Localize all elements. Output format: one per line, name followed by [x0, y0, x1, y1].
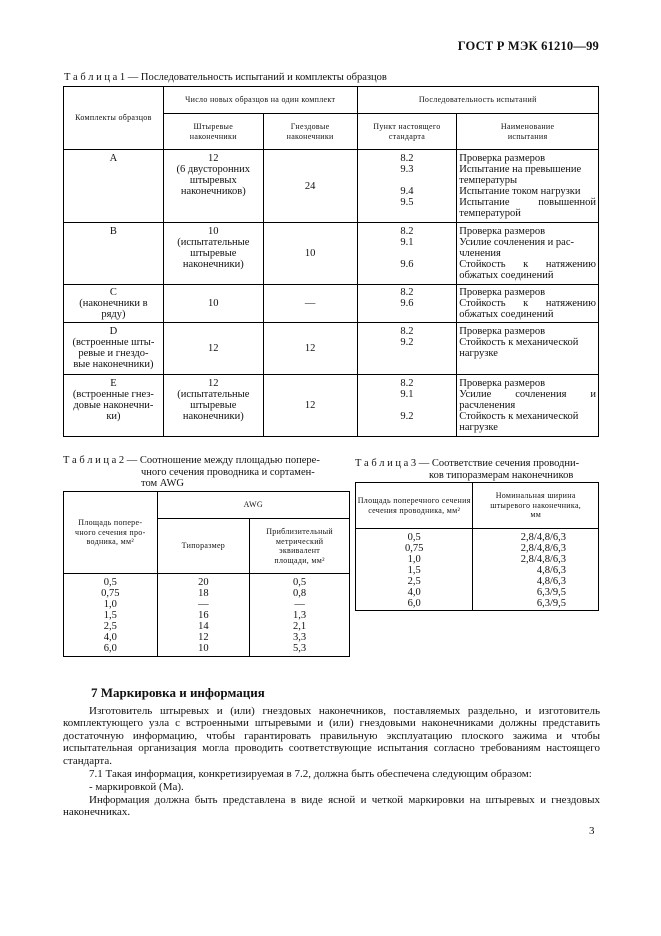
set-cell: B [64, 223, 164, 285]
pin-count-cell: 12 (испытательные штыревые наконечники) [163, 375, 263, 437]
table2-caption: Т а б л и ц а 2 — Соотношение между площадью попере- чного сечения проводника и сортамен- том AWG [63, 455, 320, 489]
table2 [63, 491, 350, 657]
table2-head-awg: AWG [157, 492, 349, 519]
pin-count-cell: 12 (6 двусторонних штыревых наконечников) [163, 150, 263, 223]
table2-head-size: Типоразмер [157, 519, 250, 574]
set-cell: D (встроенные шты- ревые и гнездо- вые наконечники) [64, 323, 164, 375]
table1-head-pin: Штыревые наконечники [163, 114, 263, 150]
area-column: 0,5 0,75 1,0 1,5 2,5 4,0 6,0 [64, 574, 158, 657]
clause-cell: 8.2 9.2 [357, 323, 457, 375]
clause-cell: 8.2 9.6 [357, 285, 457, 323]
set-cell: A [64, 150, 164, 223]
test-name-cell: Проверка размеров Испытание на превышение температуры Испытание током нагрузки Испытание повышенной температурой [457, 150, 599, 223]
area-column: 0,5 0,75 1,0 1,5 2,5 4,0 6,0 [356, 529, 473, 611]
table-row [64, 223, 599, 285]
table1-head-socket: Гнездовые наконечники [263, 114, 357, 150]
socket-count-cell: 10 [263, 223, 357, 285]
clause-cell: 8.2 9.1 9.2 [357, 375, 457, 437]
awg-size-column: 20 18 — 16 14 12 10 [157, 574, 250, 657]
table-row [64, 323, 599, 375]
section-title: 7 Маркировка и информация [91, 685, 265, 700]
socket-count-cell: — [263, 285, 357, 323]
test-name-cell: Проверка размеров Усилие сочленения и рас- членения Стойкость к натяжению обжатых соединений [457, 223, 599, 285]
section-paragraph-2: 7.1 Такая информация, конкретизируемая в 7.2, должна быть обеспечена следующим образом: [89, 768, 532, 780]
clause-cell: 8.2 9.3 9.4 9.5 [357, 150, 457, 223]
metric-area-column: 0,5 0,8 — 1,3 2,1 3,3 5,3 [250, 574, 350, 657]
test-name-cell: Проверка размеров Усилие сочленения и расчленения Стойкость к механической нагрузке [457, 375, 599, 437]
set-cell: C (наконечники в ряду) [64, 285, 164, 323]
table2-head-area: Площадь попере- чного сечения про- водника, мм² [64, 492, 158, 574]
document-code: ГОСТ Р МЭК 61210—99 [457, 39, 599, 53]
table-row [64, 285, 599, 323]
page-number: 3 [589, 825, 595, 837]
set-cell: E (встроенные гнез- довые наконечни- ки) [64, 375, 164, 437]
tab-width-column: 2,8/4,8/6,3 2,8/4,8/6,3 2,8/4,8/6,3 4,8/6,3 4,8/6,3 6,3/9,5 6,3/9,5 [473, 529, 599, 611]
test-name-cell: Проверка размеров Стойкость к натяжению обжатых соединений [457, 285, 599, 323]
table3-head-area: Площадь поперечного сечения сечения проводника, мм² [356, 483, 473, 529]
socket-count-cell: 12 [263, 323, 357, 375]
table1-head-sets: Комплекты образцов [64, 87, 164, 150]
table1-caption: Т а б л и ц а 1 — Последовательность испытаний и комплекты образцов [64, 72, 387, 83]
table1-head-name: Наименование испытания [457, 114, 599, 150]
table3 [355, 482, 599, 611]
section-paragraph-3: - маркировкой (Ма). [89, 781, 184, 793]
table3-head-width: Номинальная ширина штыревого наконечника, мм [473, 483, 599, 529]
table1-head-clause: Пункт настоящего стандарта [357, 114, 457, 150]
socket-count-cell: 24 [263, 150, 357, 223]
socket-count-cell: 12 [263, 375, 357, 437]
clause-cell: 8.2 9.1 9.6 [357, 223, 457, 285]
pin-count-cell: 10 (испытательные штыревые наконечники) [163, 223, 263, 285]
section-paragraph-1: Изготовитель штыревых и (или) гнездовых наконечников, поставляемых раздельно, и изготовитель комплектующего узла с встроенными штыревыми и (или) гнездовыми наконечниками должны представить достаточную информацию, чтобы гарантировать правильную эксплуатацию плоского зажима и чтобы испытательная организация могла проводить соответствующие испытания согласно требованиям настоящего стандарта. [63, 705, 600, 767]
table1-head-count-group: Число новых образцов на один комплект [163, 87, 357, 114]
table-row [64, 150, 599, 223]
table1-head-seq-group: Последовательность испытаний [357, 87, 598, 114]
table3-caption: Т а б л и ц а 3 — Соответствие сечения проводни- ков типоразмерам наконечников [355, 458, 580, 481]
test-name-cell: Проверка размеров Стойкость к механической нагрузке [457, 323, 599, 375]
table1 [63, 86, 599, 437]
section-paragraph-4: Информация должна быть представлена в виде ясной и четкой маркировки на штыревых и гнездовых наконечниках. [63, 794, 600, 819]
pin-count-cell: 12 [163, 323, 263, 375]
pin-count-cell: 10 [163, 285, 263, 323]
table-row [64, 375, 599, 437]
table2-head-metric: Приблизительный метрический эквивалент площади, мм² [250, 519, 350, 574]
